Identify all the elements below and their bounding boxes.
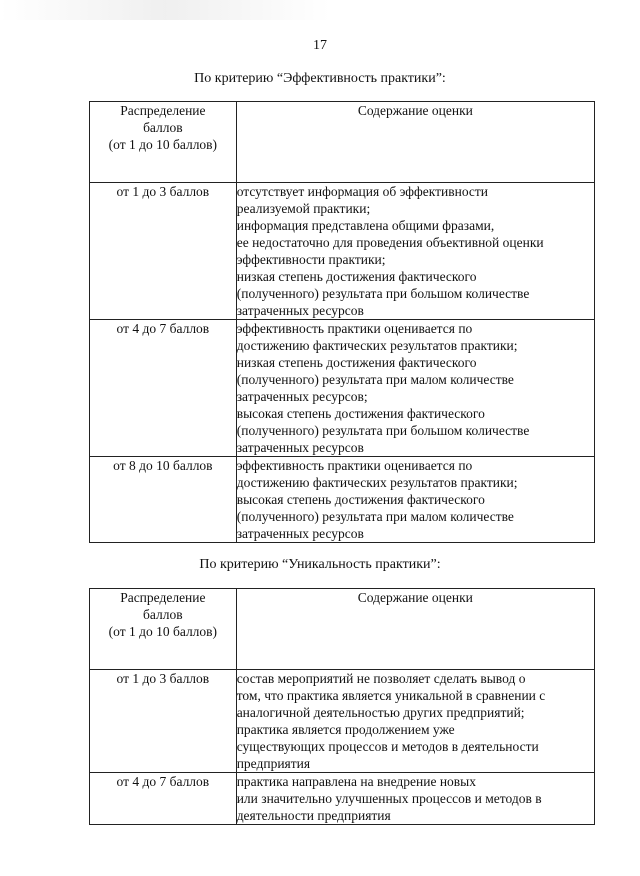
description-line: деятельности предприятия xyxy=(236,808,391,823)
score-description xyxy=(236,320,594,457)
description-line: информация представлена общими фразами, xyxy=(236,218,495,233)
content-header: Содержание оценки xyxy=(236,589,594,670)
description-line: затраченных ресурсов; xyxy=(236,389,368,404)
description-line: состав мероприятий не позволяет сделать вывод о xyxy=(236,671,526,686)
distribution-header-line: баллов xyxy=(143,120,183,135)
description-line: эффективности практики; xyxy=(236,252,386,267)
table-row xyxy=(90,773,595,825)
description-line: практика направлена на внедрение новых xyxy=(236,774,477,789)
description-line: затраченных ресурсов xyxy=(236,303,364,318)
description-line: достижению фактических результатов практики; xyxy=(236,338,518,353)
table-row xyxy=(90,320,595,457)
table-row xyxy=(90,457,595,543)
section-caption-effectiveness: По критерию “Эффективность практики”: xyxy=(194,71,446,86)
distribution-header-line: Распределение xyxy=(120,103,206,118)
score-description xyxy=(236,773,594,825)
description-line: высокая степень достижения фактического xyxy=(236,492,485,507)
page-number: 17 xyxy=(313,38,327,53)
distribution-header xyxy=(90,102,237,183)
distribution-header xyxy=(90,589,237,670)
description-line: низкая степень достижения фактического xyxy=(236,355,477,370)
uniqueness-criteria-table xyxy=(89,588,595,825)
description-line: (полученного) результата при большом количестве xyxy=(236,286,530,301)
score-range: от 1 до 3 баллов xyxy=(90,183,237,320)
description-line: (полученного) результата при большом количестве xyxy=(236,423,530,438)
description-line: или значительно улучшенных процессов и методов в xyxy=(236,791,542,806)
table-header-row xyxy=(90,589,595,670)
description-line: (полученного) результата при малом количестве xyxy=(236,509,514,524)
content-header: Содержание оценки xyxy=(236,102,594,183)
description-line: затраченных ресурсов xyxy=(236,440,364,455)
description-line: предприятия xyxy=(236,756,311,771)
score-range: от 4 до 7 баллов xyxy=(90,320,237,457)
effectiveness-criteria-table xyxy=(89,101,595,543)
score-description xyxy=(236,183,594,320)
distribution-header-line: (от 1 до 10 баллов) xyxy=(108,624,218,639)
table-header-row xyxy=(90,102,595,183)
description-line: (полученного) результата при малом количестве xyxy=(236,372,514,387)
table-row xyxy=(90,670,595,773)
distribution-header-line: Распределение xyxy=(120,590,206,605)
description-line: низкая степень достижения фактического xyxy=(236,269,477,284)
score-range: от 4 до 7 баллов xyxy=(90,773,237,825)
distribution-header-line: баллов xyxy=(143,607,183,622)
score-range: от 8 до 10 баллов xyxy=(90,457,237,543)
description-line: аналогичной деятельностью других предприятий; xyxy=(236,705,525,720)
description-line: том, что практика является уникальной в сравнении с xyxy=(236,688,546,703)
score-description xyxy=(236,670,594,773)
description-line: затраченных ресурсов xyxy=(236,526,364,541)
description-line: эффективность практики оценивается по xyxy=(236,458,473,473)
distribution-header-line: (от 1 до 10 баллов) xyxy=(108,137,218,152)
description-line: эффективность практики оценивается по xyxy=(236,321,473,336)
section-caption-uniqueness: По критерию “Уникальность практики”: xyxy=(199,557,441,572)
scan-artifact xyxy=(0,0,330,20)
score-range: от 1 до 3 баллов xyxy=(90,670,237,773)
score-description xyxy=(236,457,594,543)
description-line: высокая степень достижения фактического xyxy=(236,406,485,421)
description-line: существующих процессов и методов в деятельности xyxy=(236,739,539,754)
description-line: достижению фактических результатов практики; xyxy=(236,475,518,490)
description-line: практика является продолжением уже xyxy=(236,722,455,737)
description-line: реализуемой практики; xyxy=(236,201,371,216)
description-line: ее недостаточно для проведения объективной оценки xyxy=(236,235,544,250)
description-line: отсутствует информация об эффективности xyxy=(236,184,489,199)
table-row xyxy=(90,183,595,320)
